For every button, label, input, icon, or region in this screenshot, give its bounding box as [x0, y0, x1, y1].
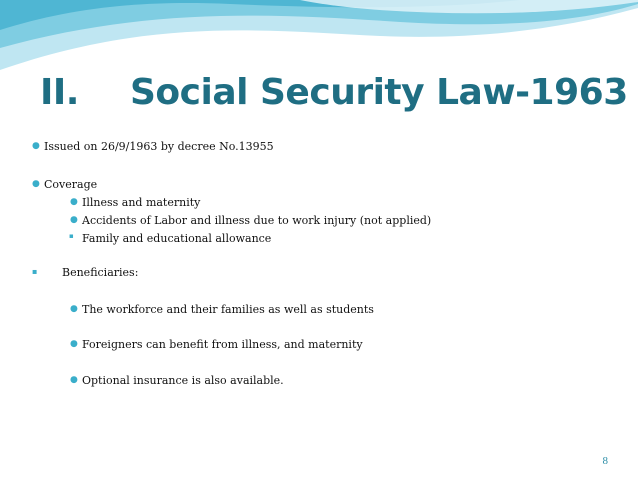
page-number: 8: [602, 455, 608, 467]
bullet-coverage: [32, 178, 98, 191]
sub-bullet-optional-insurance: [70, 374, 284, 387]
bullet-beneficiaries: [32, 266, 139, 279]
bullet-dot-icon: ●: [70, 339, 78, 349]
bullet-text: Coverage: [44, 178, 98, 191]
header-wave-decoration: [0, 0, 638, 80]
bullet-square-icon: ▪: [32, 267, 38, 276]
bullet-text: Family and educational allowance: [82, 232, 272, 245]
sub-bullet-accidents: [70, 214, 432, 227]
sub-bullet-illness: [70, 196, 201, 209]
bullet-dot-icon: ●: [70, 375, 78, 385]
sub-bullet-family: [69, 232, 272, 245]
title-text: Social Security Law-1963: [130, 72, 628, 113]
sub-bullet-foreigners: [70, 338, 363, 351]
title-number: II.: [40, 72, 79, 113]
bullet-text: Foreigners can benefit from illness, and maternity: [82, 338, 363, 351]
bullet-dot-icon: ●: [70, 304, 78, 314]
bullet-issued: [32, 140, 274, 153]
sub-bullet-workforce: [70, 303, 374, 316]
bullet-text: Accidents of Labor and illness due to work injury (not applied): [82, 214, 432, 227]
slide-title: [40, 72, 628, 113]
bullet-text: Optional insurance is also available.: [82, 374, 284, 387]
bullet-text: Issued on 26/9/1963 by decree No.13955: [44, 140, 274, 153]
bullet-dot-icon: ●: [70, 197, 78, 207]
bullet-square-icon: ▪: [69, 232, 74, 240]
bullet-text: Illness and maternity: [82, 196, 201, 209]
bullet-dot-icon: ●: [32, 179, 40, 189]
bullet-dot-icon: ●: [32, 141, 40, 151]
bullet-dot-icon: ●: [70, 215, 78, 225]
bullet-text: Beneficiaries:: [62, 266, 139, 279]
bullet-text: The workforce and their families as well as students: [82, 303, 374, 316]
